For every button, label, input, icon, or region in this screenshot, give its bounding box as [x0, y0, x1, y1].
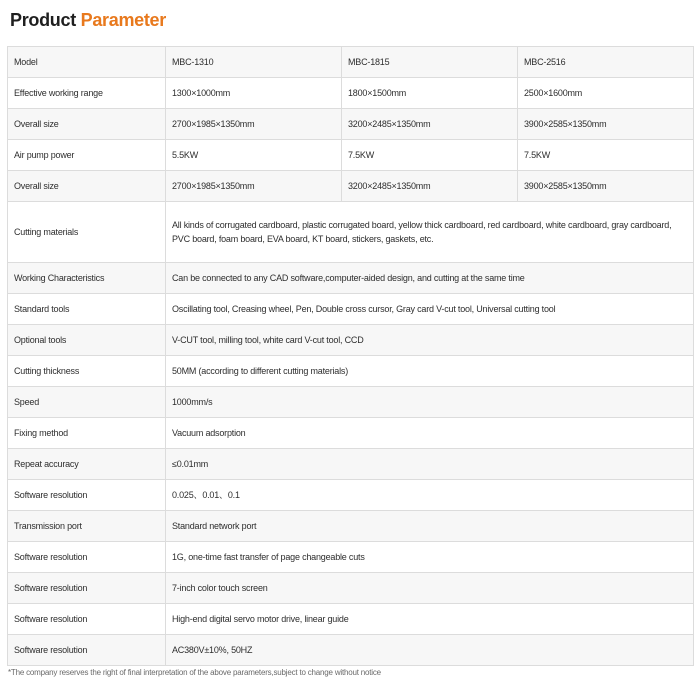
table-row-model: [8, 47, 694, 78]
spec-value: 50MM (according to different cutting materials): [166, 356, 694, 387]
row-label: Standard tools: [8, 294, 166, 325]
table-row-speed: [8, 387, 694, 418]
spec-value: Standard network port: [166, 511, 694, 542]
row-label: Overall size: [8, 109, 166, 140]
model-value: MBC-2516: [518, 47, 694, 78]
table-row-cutting-materials: [8, 202, 694, 263]
row-label: Software resolution: [8, 573, 166, 604]
table-row-standard-tools: [8, 294, 694, 325]
table-row-overall-size: [8, 171, 694, 202]
row-label: Fixing method: [8, 418, 166, 449]
model-value: MBC-1815: [342, 47, 518, 78]
spec-value: 1G, one-time fast transfer of page changeable cuts: [166, 542, 694, 573]
row-label: Software resolution: [8, 542, 166, 573]
spec-value: 1000mm/s: [166, 387, 694, 418]
row-label: Working Characteristics: [8, 263, 166, 294]
spec-value: Vacuum adsorption: [166, 418, 694, 449]
table-row-repeat-accuracy: [8, 449, 694, 480]
row-label: Air pump power: [8, 140, 166, 171]
spec-value: AC380V±10%, 50HZ: [166, 635, 694, 666]
working-range-value: 1300×1000mm: [166, 78, 342, 109]
air-pump-value: 7.5KW: [518, 140, 694, 171]
table-row-software-resolution: [8, 635, 694, 666]
table-row-software-resolution: [8, 604, 694, 635]
parameter-table: [7, 46, 694, 666]
spec-value: Can be connected to any CAD software,computer-aided design, and cutting at the same time: [166, 263, 694, 294]
table-row-software-resolution: [8, 573, 694, 604]
air-pump-value: 5.5KW: [166, 140, 342, 171]
row-label: Cutting materials: [8, 202, 166, 263]
disclaimer-note: *The company reserves the right of final interpretation of the above parameters,subject to change without notice: [8, 668, 381, 677]
title-word-parameter: Parameter: [80, 10, 166, 30]
row-label: Cutting thickness: [8, 356, 166, 387]
spec-value: 7-inch color touch screen: [166, 573, 694, 604]
row-label: Effective working range: [8, 78, 166, 109]
page-title: [10, 10, 166, 31]
spec-value: ≤0.01mm: [166, 449, 694, 480]
spec-value: Oscillating tool, Creasing wheel, Pen, Double cross cursor, Gray card V-cut tool, Universal cutting tool: [166, 294, 694, 325]
table-row-software-resolution: [8, 480, 694, 511]
table-row-air-pump: [8, 140, 694, 171]
row-label: Optional tools: [8, 325, 166, 356]
table-row-cutting-thickness: [8, 356, 694, 387]
table-row-working-range: [8, 78, 694, 109]
spec-value: 0.025、0.01、0.1: [166, 480, 694, 511]
overall-size-value: 3200×2485×1350mm: [342, 171, 518, 202]
working-range-value: 1800×1500mm: [342, 78, 518, 109]
table-row-working-characteristics: [8, 263, 694, 294]
spec-value: High-end digital servo motor drive, linear guide: [166, 604, 694, 635]
table-row-optional-tools: [8, 325, 694, 356]
air-pump-value: 7.5KW: [342, 140, 518, 171]
model-value: MBC-1310: [166, 47, 342, 78]
row-label: Software resolution: [8, 604, 166, 635]
row-label: Software resolution: [8, 480, 166, 511]
spec-value: All kinds of corrugated cardboard, plastic corrugated board, yellow thick cardboard, red cardboard, white cardboard, gray cardboard, PVC board, foam board, EVA board, KT board, stickers, gaskets, etc.: [166, 202, 694, 263]
overall-size-value: 3900×2585×1350mm: [518, 109, 694, 140]
row-label: Overall size: [8, 171, 166, 202]
table-row-fixing-method: [8, 418, 694, 449]
title-word-product: Product: [10, 10, 76, 30]
row-label: Model: [8, 47, 166, 78]
overall-size-value: 2700×1985×1350mm: [166, 109, 342, 140]
row-label: Software resolution: [8, 635, 166, 666]
working-range-value: 2500×1600mm: [518, 78, 694, 109]
overall-size-value: 3900×2585×1350mm: [518, 171, 694, 202]
row-label: Speed: [8, 387, 166, 418]
spec-value: V-CUT tool, milling tool, white card V-cut tool, CCD: [166, 325, 694, 356]
overall-size-value: 2700×1985×1350mm: [166, 171, 342, 202]
table-row-transmission-port: [8, 511, 694, 542]
row-label: Transmission port: [8, 511, 166, 542]
row-label: Repeat accuracy: [8, 449, 166, 480]
overall-size-value: 3200×2485×1350mm: [342, 109, 518, 140]
table-row-software-resolution: [8, 542, 694, 573]
table-row-overall-size: [8, 109, 694, 140]
